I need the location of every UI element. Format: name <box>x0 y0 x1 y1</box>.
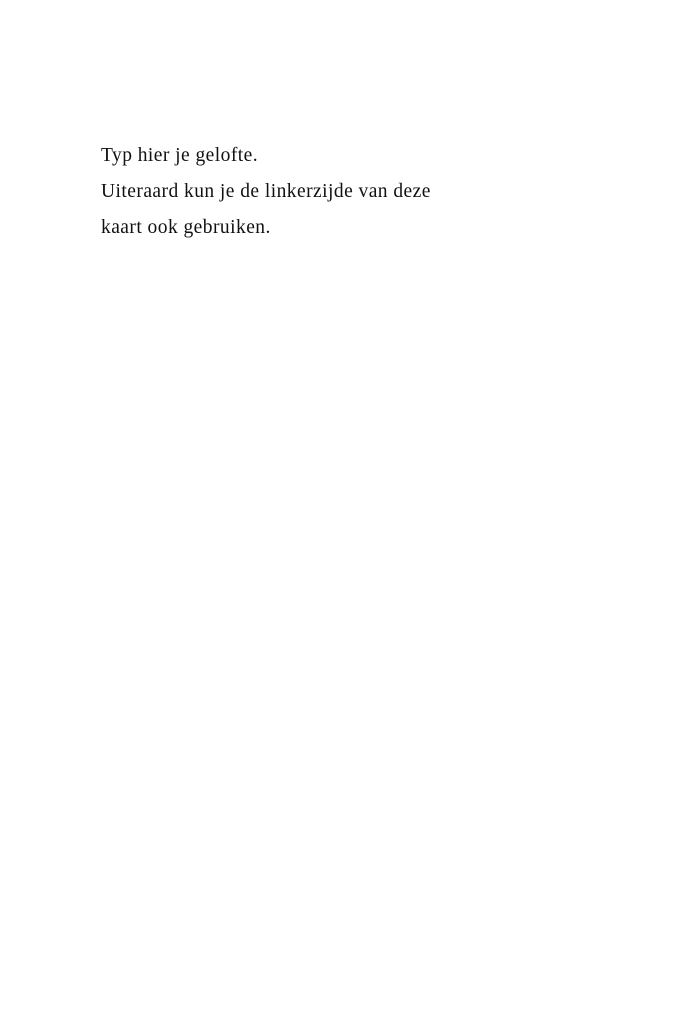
body-line-3: kaart ook gebruiken. <box>101 217 271 238</box>
body-line-2: Uiteraard kun je de linkerzijde van deze <box>101 181 431 202</box>
body-text-block <box>101 138 571 246</box>
body-line-1: Typ hier je gelofte. <box>101 145 259 166</box>
